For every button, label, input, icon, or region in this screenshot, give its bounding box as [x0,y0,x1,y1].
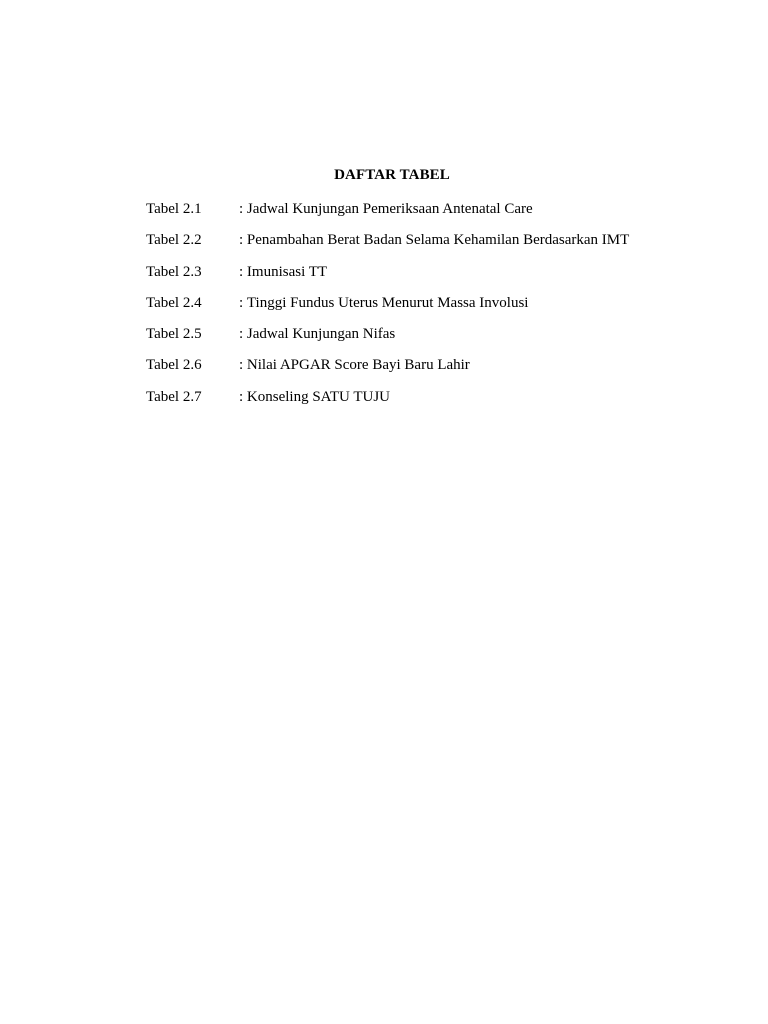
table-number: Tabel 2.4 [146,294,202,311]
table-number: Tabel 2.3 [146,263,202,280]
list-item [146,355,746,386]
separator: : [239,201,247,217]
page-title: DAFTAR TABEL [334,167,450,183]
table-description: Penambahan Berat Badan Selama Kehamilan Berdasarkan IMT [246,232,630,249]
separator: : [239,326,247,343]
table-description: Jadwal Kunjungan Nifas [246,326,396,343]
table-description: Konseling SATU TUJU [246,388,390,405]
table-description: Jadwal Kunjungan Pemeriksaan Antenatal Care [246,201,533,217]
table-description: Tinggi Fundus Uterus Menurut Massa Involusi [246,294,529,311]
separator: : [239,294,247,311]
list-item [146,262,746,293]
list-item [146,230,746,261]
list-item [146,324,746,355]
table-number: Tabel 2.7 [146,388,202,405]
table-description: Imunisasi TT [246,263,328,280]
table-number: Tabel 2.1 [146,201,202,217]
separator: : [239,232,247,249]
separator: : [239,263,247,280]
separator: : [239,388,247,405]
list-item [146,199,746,230]
table-number: Tabel 2.6 [146,357,202,374]
table-of-tables [146,199,746,418]
table-number: Tabel 2.2 [146,232,202,249]
separator: : [239,357,247,374]
table-description: Nilai APGAR Score Bayi Baru Lahir [246,357,470,374]
table-number: Tabel 2.5 [146,326,202,343]
list-item [146,293,746,324]
list-item [146,387,746,418]
